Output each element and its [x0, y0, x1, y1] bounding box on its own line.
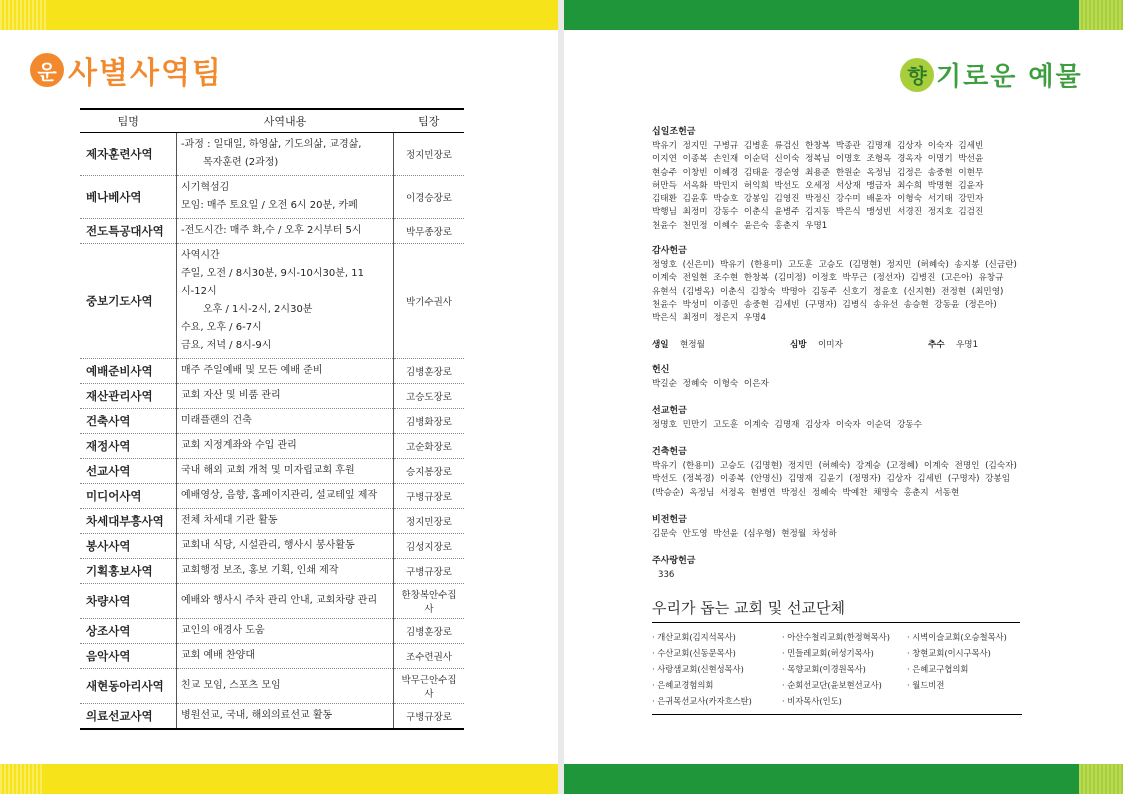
content-line: 병원선교, 국내, 해외의료선교 활동: [181, 710, 333, 721]
team-content: [177, 484, 394, 509]
table-row: [80, 619, 464, 644]
right-page-title: [900, 56, 1083, 93]
content-line: 교회내 식당, 시설관리, 행사시 봉사활동: [181, 540, 355, 551]
title-text: 사별사역팀: [68, 56, 223, 91]
team-name: 차량사역: [80, 584, 177, 619]
team-content: [177, 534, 394, 559]
table-row: [80, 359, 464, 384]
content-line: 목자훈련 (2과정): [203, 157, 279, 168]
content-line: 사역시간: [181, 250, 220, 261]
table-row: [80, 534, 464, 559]
table-row: [80, 133, 464, 176]
header-team: 팀명: [80, 109, 177, 133]
table-row: [80, 669, 464, 704]
header-leader: 팀장: [394, 109, 465, 133]
team-content: [177, 434, 394, 459]
offering-category: [652, 553, 1032, 582]
top-lime-bar: [1079, 0, 1123, 30]
table-row: [80, 704, 464, 730]
team-name: 재정사역: [80, 434, 177, 459]
offering-category: [652, 124, 1032, 233]
bottom-yellow-bar: [0, 764, 44, 794]
team-name: 기획홍보사역: [80, 559, 177, 584]
team-content: [177, 244, 394, 359]
team-leader: 김성지장로: [394, 534, 465, 559]
support-item: · 아산수철리교회(한정혁목사): [782, 631, 890, 642]
table-row: [80, 584, 464, 619]
team-leader: 김병훈장로: [394, 619, 465, 644]
team-name: 새현동아리사역: [80, 669, 177, 704]
content-line: 수요, 오후 / 6-7시: [181, 322, 262, 333]
content-line: 모임: 매주 토요일 / 오전 6시 20분, 카페: [181, 200, 358, 211]
team-name: 차세대부흥사역: [80, 509, 177, 534]
team-name: 미디어사역: [80, 484, 177, 509]
inline-value: 이미자: [818, 339, 843, 350]
inline-offerings: [652, 338, 1032, 350]
team-leader: 김병훈장로: [394, 359, 465, 384]
team-name: 건축사역: [80, 409, 177, 434]
bottom-lime-bar: [1079, 764, 1123, 794]
team-content: [177, 584, 394, 619]
team-leader: 박기수권사: [394, 244, 465, 359]
table-row: [80, 644, 464, 669]
names-line: 천윤수 박성미 이종민 송중현 김세빈 (구명자) 김병식 송유선 송승현 강동윤 (정은아): [652, 299, 997, 310]
support-item: · 시벽이슬교회(오승철목사): [907, 631, 1007, 642]
title-first-char: 운: [37, 59, 57, 84]
names-line: 박행님 최정미 강동수 이춘식 윤병주 김지동 박은식 맹성빈 서경진 정지호 김검진: [652, 207, 984, 218]
content-line: 교회행정 보조, 홍보 기획, 인쇄 제작: [181, 565, 339, 576]
inline-label: 추수: [928, 339, 945, 350]
team-leader: 박무종장로: [394, 219, 465, 244]
team-content: [177, 459, 394, 484]
inline-label: 생일: [652, 339, 669, 350]
content-line: 미래플랜의 건축: [181, 415, 252, 426]
names-line: 박유기 정지민 구병규 김병훈 류검신 한창복 박종관 김명재 김상자 이숙자 김세빈: [652, 141, 984, 151]
team-name: 의료선교사역: [80, 704, 177, 730]
content-line: -과정 : 일대일, 하영삶, 기도의삶, 교경삶,: [181, 139, 362, 150]
support-item: · 은귀목선교사(카자흐스탄): [652, 695, 752, 706]
table-row: [80, 509, 464, 534]
content-line: 오후 / 1시-2시, 2시30분: [203, 304, 313, 315]
team-name: 베나베사역: [80, 176, 177, 219]
content-line: 매주 주일예배 및 모든 예배 준비: [181, 365, 323, 376]
names-line: 박길순 정혜숙 이형숙 이은자: [652, 378, 769, 389]
content-line: 교회 예배 찬양대: [181, 650, 255, 661]
team-name: 예배준비사역: [80, 359, 177, 384]
support-heading: 우리가 돕는 교회 및 선교단체: [652, 597, 1020, 623]
support-item: · 순회선교단(윤보현선교사): [782, 679, 882, 690]
top-green-bar: [564, 0, 1079, 30]
team-name: 선교사역: [80, 459, 177, 484]
inline-value: 우명1: [956, 339, 979, 350]
top-yellow-bar: [0, 0, 558, 30]
team-name: 중보기도사역: [80, 244, 177, 359]
category-names: [652, 140, 1032, 233]
team-content: [177, 409, 394, 434]
team-leader: 박무근안수집사: [394, 669, 465, 704]
team-name: 제자훈련사역: [80, 133, 177, 176]
content-line: 금요, 저녁 / 8시-9시: [181, 340, 272, 351]
support-item: · 월드비전: [907, 679, 945, 690]
content-line: 친교 모임, 스포츠 모임: [181, 680, 281, 691]
offering-category: [652, 403, 1032, 432]
team-leader: 구병규장로: [394, 704, 465, 730]
content-line: 국내 해외 교회 개척 및 미자립교회 후원: [181, 465, 355, 476]
table-row: [80, 484, 464, 509]
inline-value: 현정월: [680, 339, 705, 350]
content-line: 주일, 오전 / 8시30분, 9시-10시30분, 11시-12시: [181, 268, 364, 297]
content-line: 교회 지정계좌와 수입 관리: [181, 440, 297, 451]
team-content: [177, 559, 394, 584]
title-text-right: 기로운 예물: [936, 62, 1083, 92]
names-line: (박승순) 옥정님 서정옥 현병연 박정신 정혜숙 박예찬 채명숙 홍춘지 서동현: [652, 487, 960, 498]
names-line: 정영호 (신은미) 박유기 (한용미) 고도훈 고승도 (김명현) 정지민 (허혜숙) 송지봉 (신금란): [652, 260, 1017, 271]
team-name: 재산관리사역: [80, 384, 177, 409]
team-content: [177, 176, 394, 219]
support-item: · 수산교회(신동문목사): [652, 647, 736, 658]
category-title: 헌신: [652, 364, 670, 375]
content-line: -전도시간: 매주 화,수 / 오후 2시부터 5시: [181, 225, 362, 236]
names-line: 박유기 (한용미) 고승도 (김명현) 정지민 (허혜숙) 강계승 (고정혜) 이계숙 전명인 (김숙자): [652, 461, 1017, 472]
support-item: · 목향교회(이경원목사): [782, 663, 866, 674]
names-line: 이계숙 전일현 조수현 한창복 (김미정) 이정호 박무근 (정선자) 김병진 (고은아) 유창규: [652, 273, 1004, 284]
title-circle: [30, 53, 64, 87]
team-name: 전도특공대사역: [80, 219, 177, 244]
team-content: [177, 219, 394, 244]
team-leader: 이경승장로: [394, 176, 465, 219]
team-name: 봉사사역: [80, 534, 177, 559]
table-row: [80, 434, 464, 459]
table-header-row: [80, 109, 464, 133]
names-line: 정명호 민만기 고도훈 이계숙 김명재 김상자 이숙자 이순덕 강동수: [652, 419, 922, 430]
table-row: [80, 176, 464, 219]
title-circle-right: [900, 58, 934, 92]
team-leader: 승지봉장로: [394, 459, 465, 484]
inline-label: 심방: [790, 339, 807, 350]
offering-category: [652, 444, 1032, 500]
offering-list: [652, 124, 1032, 715]
category-title: 선교헌금: [652, 405, 687, 416]
support-item: · 은혜교경험의회: [652, 679, 714, 690]
table-row: [80, 459, 464, 484]
category-names: [652, 460, 1032, 500]
content-line: 교회 자산 및 비품 관리: [181, 390, 281, 401]
category-title: 주사랑헌금: [652, 556, 696, 567]
team-name: 상조사역: [80, 619, 177, 644]
names-line: 이지연 이종복 손인재 이순덕 신이숙 정복님 이명호 조형옥 경옥자 이명기 박선윤: [652, 154, 984, 165]
top-yellow-stripe: [0, 0, 48, 30]
table-row: [80, 219, 464, 244]
ministry-table: [80, 108, 464, 730]
category-title: 감사헌금: [652, 246, 687, 257]
left-page-title: [30, 48, 223, 92]
team-leader: 한창복안수집사: [394, 584, 465, 619]
offering-category: [652, 243, 1032, 325]
team-leader: 고순화장로: [394, 434, 465, 459]
content-line: 예배영상, 음향, 홈페이지관리, 설교테잎 제작: [181, 490, 378, 501]
support-item: · 민들레교회(허성기목사): [782, 647, 874, 658]
page-divider: [558, 0, 564, 794]
names-line: 김태환 김윤후 박승호 강봉임 김영진 박정신 강수미 배윤자 이형숙 서기태 강민자: [652, 194, 984, 205]
bottom-green-bar: [564, 764, 1079, 794]
names-line: 유현석 (김병옥) 이춘식 김창숙 박명아 김동주 신호기 정윤호 (신지현) 전정현 (최민영): [652, 286, 1004, 297]
content-line: 시기혁섬김: [181, 182, 230, 193]
support-item: · 창현교회(이시구목사): [907, 647, 991, 658]
support-item: · 개산교회(김지석목사): [652, 631, 736, 642]
support-item: · 은혜교구협의회: [907, 663, 969, 674]
title-first-char-right: 향: [907, 64, 927, 88]
category-names: [652, 259, 1032, 325]
names-line: 천윤수 천민정 이혜수 윤은숙 홍춘지 우명1: [652, 220, 828, 231]
team-leader: 구병규장로: [394, 559, 465, 584]
table-row: [80, 409, 464, 434]
team-leader: 김병화장로: [394, 409, 465, 434]
offering-category: [652, 512, 1032, 541]
team-content: [177, 704, 394, 730]
table-row: [80, 559, 464, 584]
names-line: 박선도 (정복경) 이종복 (안명신) 김명재 김윤기 (정명자) 김상자 김세빈 (구명자) 강봉임: [652, 474, 1011, 485]
team-content: [177, 509, 394, 534]
names-line: 현승주 이창빈 이혜경 김태윤 경순영 최용준 한원순 옥정님 김정은 송중현 이현무: [652, 167, 984, 178]
names-line: 336: [658, 570, 675, 581]
support-item: · 사랑샘교회(신현성목사): [652, 663, 744, 674]
team-leader: 구병규장로: [394, 484, 465, 509]
names-line: 박은식 최정미 정은지 우명4: [652, 313, 766, 324]
team-leader: 정지민장로: [394, 509, 465, 534]
category-title: 십일조헌금: [652, 127, 696, 137]
content-line: 전체 차세대 기관 활동: [181, 515, 278, 526]
team-content: [177, 619, 394, 644]
category-title: 건축헌금: [652, 447, 687, 458]
content-line: 예배와 행사시 주차 관리 안내, 교회차량 관리: [181, 595, 378, 606]
support-item: · 비자목사(인도): [782, 695, 842, 706]
support-list: [652, 631, 1022, 715]
team-leader: 정지민장로: [394, 133, 465, 176]
table-row: [80, 244, 464, 359]
content-line: 교인의 애경사 도움: [181, 625, 265, 636]
header-content: 사역내용: [177, 109, 394, 133]
table-row: [80, 384, 464, 409]
team-content: [177, 133, 394, 176]
team-content: [177, 644, 394, 669]
team-leader: 조수련권사: [394, 644, 465, 669]
team-leader: 고승도장로: [394, 384, 465, 409]
names-line: 허만득 서옥화 박민지 허익희 박선도 오세정 서상재 맹금자 최수희 박명현 김윤자: [652, 180, 984, 191]
team-content: [177, 384, 394, 409]
team-content: [177, 669, 394, 704]
names-line: 김문숙 안도영 박선윤 (심우형) 현정월 차성하: [652, 529, 837, 540]
offering-category: [652, 362, 1032, 391]
category-title: 비전헌금: [652, 515, 687, 526]
team-name: 음악사역: [80, 644, 177, 669]
bottom-yellow-bar-main: [44, 764, 558, 794]
team-content: [177, 359, 394, 384]
